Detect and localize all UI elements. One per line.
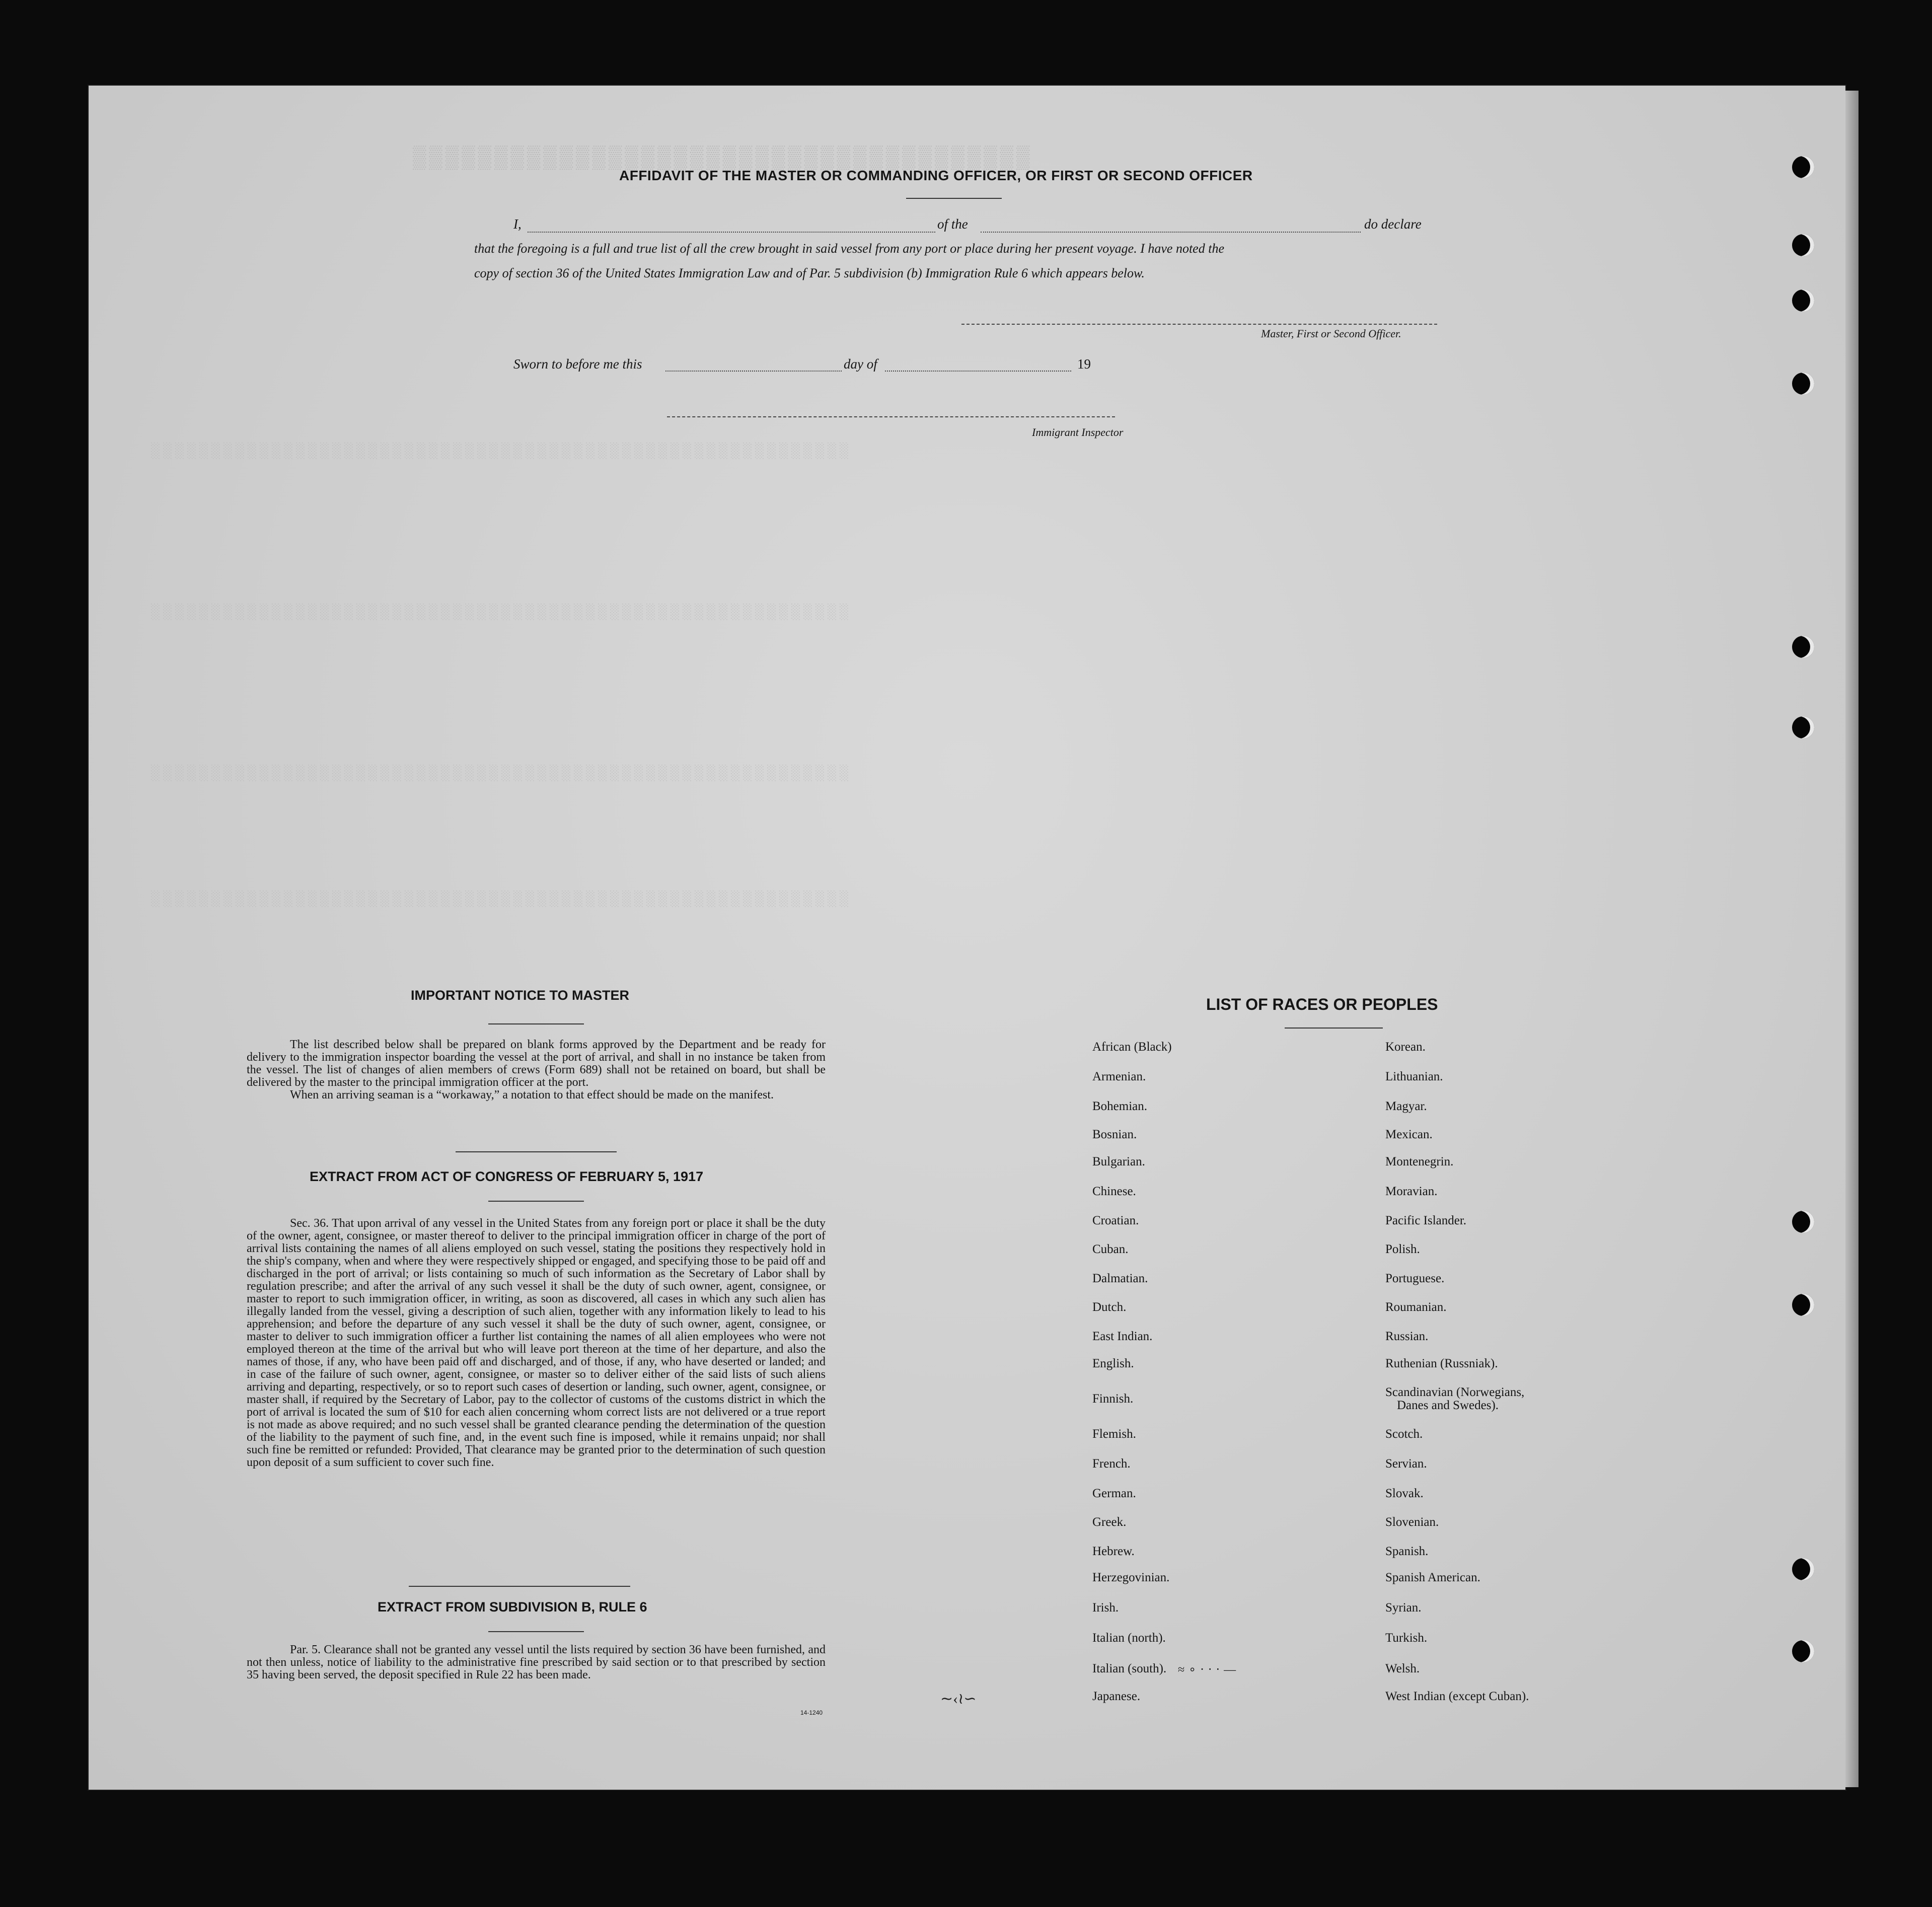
race-item: Polish. (1385, 1242, 1420, 1256)
race-item: Scotch. (1385, 1427, 1423, 1441)
affidavit-of-the-label: of the (937, 216, 968, 232)
page-edge (1845, 91, 1859, 1787)
master-signature-field[interactable] (961, 324, 1437, 325)
race-item: Slovak. (1385, 1487, 1424, 1500)
bleed-through-texture: ░░░░░░░░░░░░░░░░░░░░░░░░░░░░░░░░░░░░░░░░░░░░░░░░░░░░░░░░░░ (151, 765, 852, 782)
race-item: West Indian (except Cuban). (1385, 1690, 1529, 1703)
race-item: Pacific Islander. (1385, 1214, 1467, 1227)
race-item: Croatian. (1092, 1214, 1139, 1227)
race-item: Mexican. (1385, 1128, 1433, 1141)
bleed-through-texture: ░░░░░░░░░░░░░░░░░░░░░░░░░░░░░░░░░░░░░░░░░░░░░░░░░░░░░░░░░░ (151, 891, 852, 908)
race-item: Montenegrin. (1385, 1155, 1454, 1168)
affidavit-i-label: I, (513, 216, 522, 232)
race-item: Syrian. (1385, 1601, 1422, 1615)
master-caption: Master, First or Second Officer. (1261, 327, 1401, 340)
race-item: Portuguese. (1385, 1272, 1445, 1285)
binder-hole (1792, 1211, 1814, 1233)
race-item: Turkish. (1385, 1631, 1428, 1645)
race-item: English. (1092, 1357, 1134, 1370)
races-title: LIST OF RACES OR PEOPLES (1206, 995, 1438, 1013)
binder-hole (1792, 1558, 1814, 1580)
binder-hole (1792, 373, 1814, 395)
race-item: German. (1092, 1487, 1136, 1500)
race-item: Chinese. (1092, 1185, 1136, 1198)
extract-act-body (247, 1217, 826, 1469)
sworn-day-field[interactable] (665, 371, 842, 372)
divider (456, 1151, 617, 1152)
race-item: Danes and Swedes). (1397, 1399, 1499, 1412)
race-item: Bosnian. (1092, 1128, 1137, 1141)
race-item: Spanish. (1385, 1545, 1429, 1558)
name-field[interactable] (528, 232, 935, 233)
form-number: 14-1240 (800, 1709, 823, 1716)
race-item: Dutch. (1092, 1300, 1127, 1314)
race-item: Welsh. (1385, 1662, 1420, 1675)
race-item: Bulgarian. (1092, 1155, 1145, 1168)
race-item: Roumanian. (1385, 1300, 1447, 1314)
race-item: Greek. (1092, 1515, 1127, 1529)
extract-rule-text: Par. 5. Clearance shall not be granted any vessel until the lists required by section 36 have been furnished, and not then unless, notice of liability to the administrative fine prescribed by said section or to that prescribed by section 35 having been served, the deposit specified in Rule 22 has been made. (247, 1643, 826, 1681)
race-item: Ruthenian (Russniak). (1385, 1357, 1498, 1370)
sworn-label: Sworn to before me this (513, 356, 642, 372)
year-prefix: 19 (1077, 356, 1091, 372)
race-item: French. (1092, 1457, 1131, 1471)
document-page (89, 86, 1845, 1790)
notice-paragraph-2: When an arriving seaman is a “workaway,” a notation to that effect should be made on the manifest. (290, 1088, 774, 1102)
race-item: Korean. (1385, 1040, 1426, 1054)
race-item: Italian (north). (1092, 1631, 1166, 1645)
race-item: East Indian. (1092, 1330, 1153, 1343)
divider (906, 198, 1002, 199)
race-item: African (Black) (1092, 1040, 1172, 1054)
race-item: Bohemian. (1092, 1099, 1148, 1113)
affidavit-line-2: that the foregoing is a full and true list of all the crew brought in said vessel from any port or place during her present voyage. I have noted the (474, 241, 1224, 256)
race-item: Finnish. (1092, 1392, 1134, 1406)
bleed-through-texture: ▒▒▒▒▒▒▒▒▒▒▒▒▒▒▒▒▒▒▒▒▒▒▒▒▒▒▒▒▒▒▒▒▒▒▒▒▒▒ (413, 146, 1033, 171)
race-item: Japanese. (1092, 1690, 1141, 1703)
affidavit-declare-label: do declare (1364, 216, 1422, 232)
inspector-caption: Immigrant Inspector (1032, 426, 1124, 438)
bleed-through-texture: ░░░░░░░░░░░░░░░░░░░░░░░░░░░░░░░░░░░░░░░░░░░░░░░░░░░░░░░░░░ (151, 443, 852, 460)
binder-hole (1792, 636, 1814, 658)
divider (488, 1023, 584, 1024)
race-item: Moravian. (1385, 1185, 1438, 1198)
notice-paragraph-1: The list described below shall be prepared on blank forms approved by the Department and be ready for delivery to the immigration inspector boarding the vessel at the port of arrival, and shall in no instance be taken from the vessel. The list of changes of alien members of crews (Form 689) shall not be retained on board, but shall be delivered by the master to the principal immigration officer at the port. (247, 1038, 826, 1089)
day-of-label: day of (844, 356, 877, 372)
binder-hole (1792, 1640, 1814, 1662)
divider (488, 1631, 584, 1632)
extract-act-text: Sec. 36. That upon arrival of any vessel in the United States from any foreign port or place it shall be the duty of the owner, agent, consignee, or master thereof to deliver to the principal immigration officer in charge of the port of arrival lists containing the names of all aliens employed on such vessel, stating the positions they respectively hold in the ship's company, when and where they were respectively shipped or engaged, and specifying those to be paid off and discharged in the port of arrival; or lists containing so much of such information as the Secretary of Labor shall by regulation prescribe; and after the arrival of any such vessel it shall be the duty of such owner, agent, consignee, or master to report to such immigration officer, in writing, as soon as discovered, all cases in which any such alien has illegally landed from the vessel, giving a description of such alien, together with any information likely to lead to his apprehension; and before the departure of any such vessel it shall be the duty of such owner, agent, consignee, or master to deliver to such immigration officer a further list containing the names of all alien employees who were not employed thereon at the time of the arrival but who will leave port thereon at the time of her departure, and also the names of those, if any, who have been paid off and discharged, and of those, if any, who have deserted or landed; and in case of the failure of such owner, agent, consignee, or master so to deliver either of the said lists of such aliens arriving and departing, respectively, or so to report such cases of desertion or landing, such owner, agent, consignee, or master shall, if required by the Secretary of Labor, pay to the collector of customs of the customs district in which the port of arrival is located the sum of $10 for each alien concerning whom correct lists are not delivered or a true report is not made as above required; and no such vessel shall be granted clearance pending the determination of the question of the liability to the payment of such fine, and, in the event such fine is imposed, while it remains unpaid; nor shall such fine be remitted or refunded: Provided, That clearance may be granted prior to the determination of such question upon deposit of a sum sufficient to cover such fine. (247, 1217, 826, 1469)
binder-hole (1792, 716, 1814, 739)
handwritten-mark: ∼‹≀∽ (940, 1691, 977, 1707)
vessel-name-field[interactable] (981, 232, 1361, 233)
race-item: Flemish. (1092, 1427, 1136, 1441)
notice-title: IMPORTANT NOTICE TO MASTER (411, 988, 629, 1003)
binder-hole (1792, 289, 1814, 312)
race-item: Slovenian. (1385, 1515, 1439, 1529)
bleed-through-texture: ░░░░░░░░░░░░░░░░░░░░░░░░░░░░░░░░░░░░░░░░░░░░░░░░░░░░░░░░░░ (151, 604, 852, 621)
inspector-signature-field[interactable] (667, 416, 1115, 417)
affidavit-line-3: copy of section 36 of the United States Immigration Law and of Par. 5 subdivision (b) Immigration Rule 6 which appears below. (474, 266, 1145, 280)
race-item: Cuban. (1092, 1242, 1129, 1256)
race-item: Servian. (1385, 1457, 1427, 1471)
race-item: Armenian. (1092, 1070, 1146, 1083)
binder-hole (1792, 1294, 1814, 1316)
divider (409, 1586, 630, 1587)
race-item: Russian. (1385, 1330, 1429, 1343)
binder-hole (1792, 234, 1814, 256)
sworn-month-field[interactable] (885, 371, 1071, 372)
notice-body (247, 1039, 826, 1102)
race-item: Spanish American. (1385, 1571, 1480, 1584)
race-item: Herzegovinian. (1092, 1571, 1170, 1584)
race-item: Italian (south). (1092, 1662, 1167, 1675)
handwritten-mark: ≈∘⋅⋅⋅— (1178, 1663, 1240, 1676)
race-item: Lithuanian. (1385, 1070, 1443, 1083)
extract-rule-body (247, 1644, 826, 1681)
race-item: Irish. (1092, 1601, 1119, 1615)
divider (1285, 1028, 1383, 1029)
race-item: Hebrew. (1092, 1545, 1135, 1558)
extract-rule-title: EXTRACT FROM SUBDIVISION B, RULE 6 (378, 1599, 647, 1615)
extract-act-title: EXTRACT FROM ACT OF CONGRESS OF FEBRUARY 5, 1917 (310, 1169, 704, 1184)
race-item: Magyar. (1385, 1099, 1427, 1113)
divider (488, 1201, 584, 1202)
binder-hole (1792, 156, 1814, 178)
race-item: Scandinavian (Norwegians, (1385, 1385, 1525, 1399)
affidavit-title: AFFIDAVIT OF THE MASTER OR COMMANDING OFFICER, OR FIRST OR SECOND OFFICER (619, 168, 1253, 183)
race-item: Dalmatian. (1092, 1272, 1148, 1285)
